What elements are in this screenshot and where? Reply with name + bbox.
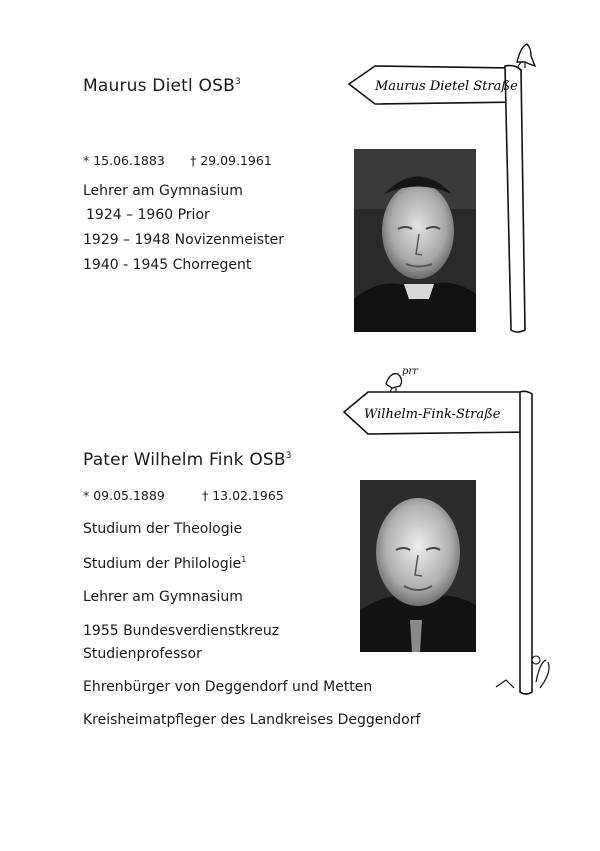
- street-sign-1: [345, 40, 540, 340]
- person1-line-4: 1940 - 1945 Chorregent: [83, 257, 252, 273]
- bird-sound-text: prr: [402, 366, 418, 377]
- person2-birth: * 09.05.1889: [83, 488, 165, 503]
- person1-line-1: Lehrer am Gymnasium: [83, 183, 243, 199]
- person1-death: † 29.09.1961: [190, 153, 272, 168]
- person2-line-2: Studium der Philologie$^1$: [83, 555, 247, 572]
- person2-line-4: 1955 Bundesverdienstkreuz: [83, 623, 280, 639]
- person2-line-7: Kreisheimatpfleger des Landkreises Deggendorf: [83, 712, 421, 728]
- person1-name: Maurus Dietl OSB$^3$: [83, 76, 241, 96]
- person1-birth: * 15.06.1883: [83, 153, 165, 168]
- street-sign-1-text: Maurus Dietel Straße: [375, 79, 518, 94]
- person2-death: † 13.02.1965: [202, 488, 284, 503]
- person1-line-2: 1924 – 1960 Prior: [86, 207, 210, 223]
- person2-line-1: Studium der Theologie: [83, 521, 243, 537]
- street-sign-2-text: Wilhelm-Fink-Straße: [364, 407, 501, 422]
- person2-line-3: Lehrer am Gymnasium: [83, 589, 243, 605]
- person1-line-3: 1929 – 1948 Novizenmeister: [83, 232, 284, 248]
- person2-name: Pater Wilhelm Fink OSB$^3$: [83, 450, 292, 470]
- person2-line-5: Studienprofessor: [83, 646, 202, 662]
- portrait-wilhelm-fink: [360, 480, 476, 652]
- person2-line-6: Ehrenbürger von Deggendorf und Metten: [83, 679, 373, 695]
